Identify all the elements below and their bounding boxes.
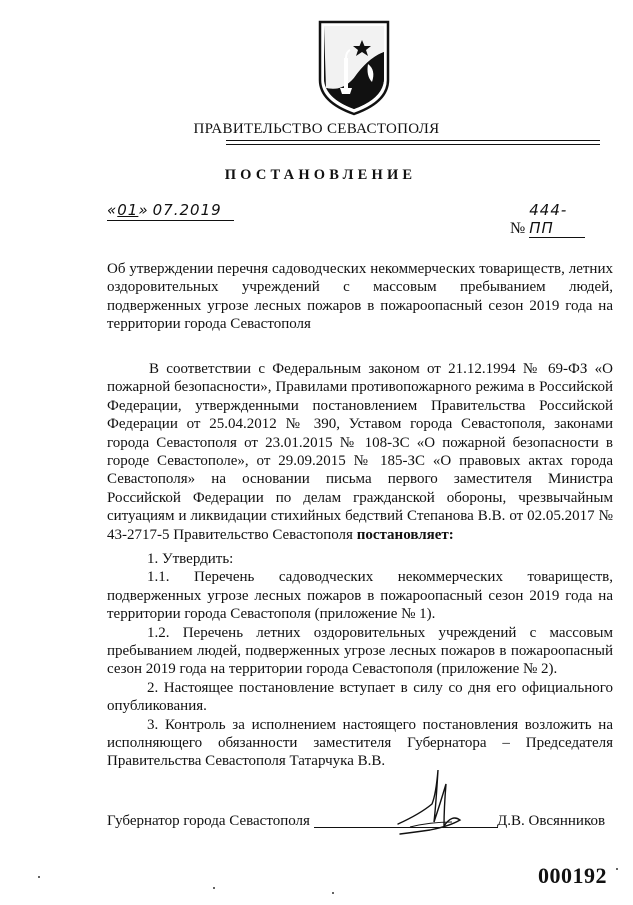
header-rule-thin	[226, 144, 600, 145]
coat-of-arms-icon	[316, 18, 392, 116]
date-close-quote: »	[138, 201, 149, 219]
signer-position: Губернатор города Севастополя	[107, 813, 310, 829]
decree-word: постановляет:	[356, 526, 454, 543]
document-number	[510, 201, 585, 238]
decree-item: 1.1. Перечень садоводческих некоммерческих товариществ, подверженных угрозе лесных пожаров в пожароопасный сезон 2019 года на территории города Севастополя (приложение № 1).	[107, 569, 613, 623]
decree-item: 1. Утвердить:	[147, 551, 234, 567]
header-rule-thick	[226, 140, 600, 141]
document-type: ПОСТАНОВЛЕНИЕ	[224, 167, 417, 183]
date-month-year: 07.2019	[152, 201, 222, 219]
document-subject: Об утверждении перечня садоводческих некоммерческих товариществ, летних оздоровительных учреждений с массовым пребыванием людей, подверженных угрозе лесных пожаров в пожароопасный сезон 2019 года на территории города Севастополя	[107, 261, 613, 333]
preamble	[107, 360, 613, 544]
date-open-quote: «	[107, 201, 118, 219]
decree-items	[107, 550, 613, 771]
serial-number: 000192	[538, 863, 607, 888]
preamble-text: В соответствии с Федеральным законом от 21.12.1994 № 69-ФЗ «О пожарной безопасности», Правилами противопожарного режима в Российской Федерации, утвержденными постановлением Правительства Российской Федерации от 25.04.2012 № 390, Уставом города Севастополя, законами города Севастополя от 23.01.2015 № 108-ЗС «О пожарной безопасности в городе Севастополе», от 29.09.2015 № 185-ЗС «О правовых актах города Севастополя» на основании письма первого заместителя Министра Российской Федерации по делам гражданской обороны, чрезвычайным ситуациям и ликвидации стихийных бедствий Степанова В.В. от 02.05.2017 № 43-2717-5 Правительство Севастополя	[107, 361, 613, 543]
scan-speck	[213, 887, 215, 889]
handwritten-signature-icon	[390, 764, 480, 844]
date-day: 01	[117, 201, 139, 219]
scan-speck	[38, 876, 40, 878]
signer-name: Д.В. Овсянников	[497, 813, 606, 829]
decree-item: 2. Настоящее постановление вступает в силу со дня его официального опубликования.	[107, 679, 613, 715]
decree-item: 1.2. Перечень летних оздоровительных учреждений с массовым пребыванием людей, подверженных угрозе лесных пожаров в пожароопасный сезон 2019 года на территории города Севастополя (приложение № 2).	[107, 624, 613, 678]
scan-speck	[332, 892, 334, 894]
decree-item: 3. Контроль за исполнением настоящего постановления возложить на исполняющего обязанности заместителя Губернатора – Председателя Правительства Севастополя Татарчука В.В.	[107, 716, 613, 770]
document-date	[107, 201, 234, 221]
scan-speck	[616, 868, 618, 870]
government-name: ПРАВИТЕЛЬСТВО СЕВАСТОПОЛЯ	[193, 121, 440, 137]
number-value: 444-ПП	[529, 201, 585, 238]
number-sign: №	[510, 220, 526, 237]
